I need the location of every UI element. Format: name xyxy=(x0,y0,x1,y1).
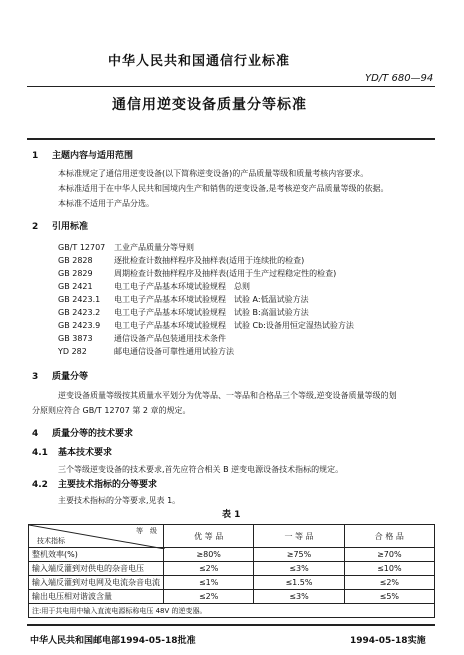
column-header: 优 等 品 xyxy=(164,525,254,548)
section-1-para: 本标准不适用于产品分选。 xyxy=(58,199,154,208)
ref-code: GB/T 12707 xyxy=(58,243,106,252)
table-cell: ≤3% xyxy=(254,562,344,576)
corner-label-top: 等 级 xyxy=(136,527,157,535)
column-header: 一 等 品 xyxy=(254,525,344,548)
section-4-number: 4 xyxy=(32,429,39,439)
header-rule-top xyxy=(27,86,435,87)
section-3-para: 分原则应符合 GB/T 12707 第 2 章的规定。 xyxy=(32,406,191,415)
row-label: 输出电压相对谐波含量 xyxy=(29,590,164,604)
table-cell: ≤2% xyxy=(344,576,434,590)
table-cell: ≥75% xyxy=(254,548,344,562)
subsection-4-1-number: 4.1 xyxy=(32,448,48,458)
table-row xyxy=(29,562,435,576)
table-row xyxy=(29,576,435,590)
table-cell: ≤2% xyxy=(164,590,254,604)
column-header: 合 格 品 xyxy=(344,525,434,548)
ref-title: 周期检查计数抽样程序及抽样表(适用于生产过程稳定性的检查) xyxy=(114,269,337,278)
issuing-org: 中华人民共和国通信行业标准 xyxy=(108,54,291,69)
subsection-4-2-heading: 主要技术指标的分等要求 xyxy=(58,480,158,490)
grade-table xyxy=(28,524,435,618)
ref-title: 通信设备产品包装通用技术条件 xyxy=(114,334,226,343)
corner-label-bottom: 技术指标 xyxy=(37,537,65,545)
table-row xyxy=(29,590,435,604)
table-note-row xyxy=(29,604,435,618)
row-label: 整机效率(%) xyxy=(29,548,164,562)
section-1-heading: 主题内容与适用范围 xyxy=(52,151,134,161)
header-rule-bottom xyxy=(27,138,435,140)
table-cell: ≥80% xyxy=(164,548,254,562)
ref-code: GB 3873 xyxy=(58,334,93,343)
section-1-para: 本标准适用于在中华人民共和国境内生产和销售的逆变设备,是考核逆变产品质量等级的依据。 xyxy=(58,184,389,193)
ref-code: GB 2828 xyxy=(58,256,93,265)
section-2-number: 2 xyxy=(32,222,39,232)
table-cell: ≤1.5% xyxy=(254,576,344,590)
ref-code: GB 2423.9 xyxy=(58,321,101,330)
section-1-para: 本标准规定了通信用逆变设备(以下简称逆变设备)的产品质量等级和质量考核内容要求。 xyxy=(58,169,369,178)
section-2-heading: 引用标准 xyxy=(52,222,89,232)
table-note: 注:用于共电用中输入直流电源标称电压 48V 的逆变器。 xyxy=(29,604,435,618)
ref-title: 逐批检查计数抽样程序及抽样表(适用于连续批的检查) xyxy=(114,256,305,265)
footer-rule xyxy=(27,624,435,626)
ref-title: 电工电子产品基本环境试验规程 试验 A:低温试验方法 xyxy=(114,295,309,304)
approval-line: 中华人民共和国邮电部1994-05-18批准 xyxy=(30,636,196,646)
ref-title: 电工电子产品基本环境试验规程 试验 B:高温试验方法 xyxy=(114,308,309,317)
row-label: 输入端反灌到对电网及电流杂音电流 xyxy=(29,576,164,590)
section-1-number: 1 xyxy=(32,151,39,161)
ref-title: 电工电子产品基本环境试验规程 总则 xyxy=(114,282,250,291)
table-cell: ≥70% xyxy=(344,548,434,562)
table-cell: ≤1% xyxy=(164,576,254,590)
table-cell: ≤10% xyxy=(344,562,434,576)
section-4-heading: 质量分等的技术要求 xyxy=(52,429,134,439)
ref-code: GB 2829 xyxy=(58,269,93,278)
table-cell: ≤2% xyxy=(164,562,254,576)
subsection-4-2-text: 主要技术指标的分等要求,见表 1。 xyxy=(58,496,181,505)
implementation-date: 1994-05-18实施 xyxy=(350,636,426,646)
section-3-heading: 质量分等 xyxy=(52,372,89,382)
document-title: 通信用逆变设备质量分等标准 xyxy=(112,97,307,113)
table-corner-cell xyxy=(29,525,164,548)
table-caption: 表 1 xyxy=(222,510,241,520)
ref-title: 电工电子产品基本环境试验规程 试验 Cb:设备用恒定湿热试验方法 xyxy=(114,321,354,330)
ref-code: GB 2423.2 xyxy=(58,308,101,317)
row-label: 输入端反灌到对供电的杂音电压 xyxy=(29,562,164,576)
ref-title: 工业产品质量分等导则 xyxy=(114,243,194,252)
standard-code: YD/T 680—94 xyxy=(365,73,434,84)
ref-code: GB 2421 xyxy=(58,282,93,291)
table-cell: ≤5% xyxy=(344,590,434,604)
subsection-4-1-text: 三个等级逆变设备的技术要求,首先应符合相关 B 逆变电源设备技术指标的规定。 xyxy=(58,465,344,474)
subsection-4-2-number: 4.2 xyxy=(32,480,48,490)
table-cell: ≤3% xyxy=(254,590,344,604)
table-row xyxy=(29,548,435,562)
ref-code: GB 2423.1 xyxy=(58,295,101,304)
ref-code: YD 282 xyxy=(58,347,87,356)
section-3-number: 3 xyxy=(32,372,39,382)
table-header-row xyxy=(29,525,435,548)
section-3-para: 逆变设备质量等级按其质量水平划分为优等品、一等品和合格品三个等级,逆变设备质量等级的划 xyxy=(58,391,397,400)
subsection-4-1-heading: 基本技术要求 xyxy=(58,448,113,458)
ref-title: 邮电通信设备可靠性通用试验方法 xyxy=(114,347,234,356)
